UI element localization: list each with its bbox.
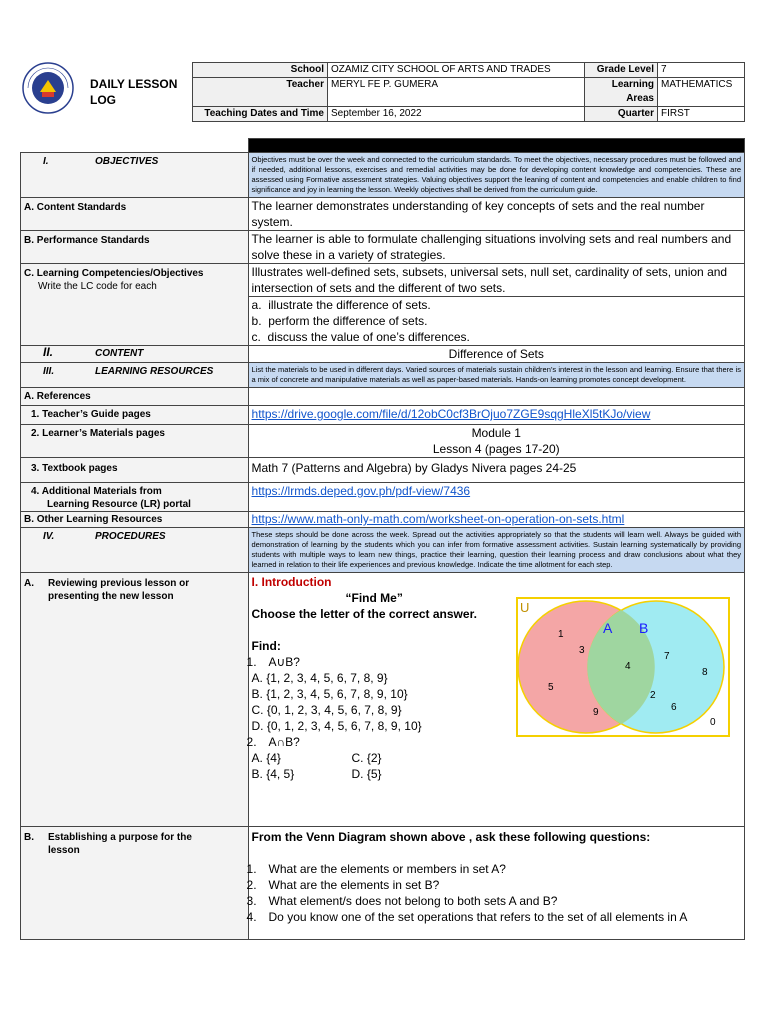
additional-materials-link[interactable]: https://lrmds.deped.gov.ph/pdf-view/7436 bbox=[251, 484, 471, 498]
objectives-row bbox=[21, 153, 745, 198]
choice: C. {0, 1, 2, 3, 4, 5, 6, 7, 8, 9} bbox=[251, 703, 402, 717]
objectives-num: I. bbox=[43, 156, 49, 167]
title-line-1: DAILY LESSON bbox=[90, 77, 178, 91]
additional-materials-cell bbox=[248, 483, 744, 512]
introduction-heading: I. Introduction bbox=[251, 575, 332, 589]
lesson-log-table bbox=[20, 138, 745, 940]
review-label bbox=[24, 577, 245, 603]
resources-description: List the materials to be used in different days. Varied sources of materials sustain children’s interest in the lesson and learning. Ensure that there is a mix of concrete and manipulative materials as well as paper-based materials. Hands-on learning promotes concept development. bbox=[248, 363, 744, 388]
purpose-question bbox=[247, 861, 741, 877]
other-resources-row bbox=[21, 512, 745, 528]
performance-standards-row bbox=[21, 231, 745, 264]
label-b: B bbox=[638, 620, 648, 636]
content-num: II. bbox=[43, 345, 54, 359]
element-2: 2 bbox=[649, 690, 656, 701]
purpose-label-text bbox=[48, 831, 192, 857]
question-text: What are the elements or members in set A? bbox=[268, 862, 506, 876]
teachers-guide-link[interactable]: https://drive.google.com/file/d/12obC0cf3BrOjuo7ZGE9sqgHleXl5tKJo/view bbox=[251, 407, 651, 421]
other-resources-label: B. Other Learning Resources bbox=[21, 512, 249, 528]
label-a: A bbox=[602, 620, 612, 636]
top-bar-black bbox=[248, 139, 744, 153]
label-u: U bbox=[519, 600, 529, 615]
teachers-guide-cell bbox=[248, 406, 744, 425]
performance-standards-value: The learner is able to formulate challenging situations involving sets and real numbers and solve these in a variety of strategies. bbox=[248, 231, 744, 264]
question-text: A∩B? bbox=[268, 735, 300, 749]
header-row-dates bbox=[193, 107, 745, 122]
item-text: illustrate the difference of sets. bbox=[268, 298, 431, 312]
purpose-question bbox=[247, 877, 741, 893]
purpose-label-cell bbox=[21, 827, 249, 940]
choice: A. {4} bbox=[251, 751, 281, 765]
textbook-value: Math 7 (Patterns and Algebra) by Gladys Nivera pages 24-25 bbox=[248, 458, 744, 483]
procedures-row bbox=[21, 528, 745, 573]
review-content bbox=[248, 573, 744, 827]
learners-materials-cell bbox=[248, 425, 744, 458]
choice-row bbox=[252, 750, 741, 766]
learning-areas-value: MATHEMATICS bbox=[658, 78, 745, 107]
teacher-label: Teacher bbox=[193, 78, 328, 107]
instruction-text: Choose the letter of the correct answer. bbox=[251, 607, 477, 621]
competencies-label-cell bbox=[21, 264, 249, 346]
resources-row bbox=[21, 363, 745, 388]
additional-materials-row bbox=[21, 483, 745, 512]
additional-materials-label-cell bbox=[21, 483, 249, 512]
element-3: 3 bbox=[578, 645, 585, 656]
question-text: A∪B? bbox=[268, 655, 300, 669]
header-info-table bbox=[192, 62, 745, 122]
content-standards-row bbox=[21, 198, 745, 231]
references-row bbox=[21, 388, 745, 406]
procedures-label: PROCEDURES bbox=[95, 531, 166, 542]
other-resources-link[interactable]: https://www.math-only-math.com/worksheet-on-operation-on-sets.html bbox=[251, 512, 625, 526]
choice: C. {2} bbox=[351, 751, 382, 765]
element-0: 0 bbox=[709, 717, 716, 728]
purpose-content bbox=[248, 827, 744, 940]
list-item bbox=[252, 297, 741, 313]
question-number: 4. bbox=[246, 910, 257, 924]
question-number: 1. bbox=[246, 862, 257, 876]
purpose-label-line-2: lesson bbox=[48, 845, 80, 856]
list-item bbox=[252, 313, 741, 329]
review-label-line-2: presenting the new lesson bbox=[48, 591, 174, 602]
choice: B. {4, 5} bbox=[251, 767, 295, 781]
question-number: 1. bbox=[246, 655, 257, 669]
document-title bbox=[90, 76, 190, 108]
learning-areas-label: Learning Areas bbox=[585, 78, 658, 107]
teaching-dates-value: September 16, 2022 bbox=[328, 107, 585, 122]
review-mark: A. bbox=[24, 578, 34, 589]
purpose-question bbox=[247, 893, 741, 909]
element-8: 8 bbox=[701, 667, 708, 678]
learners-materials-line-1: Module 1 bbox=[471, 426, 521, 440]
quarter-value: FIRST bbox=[658, 107, 745, 122]
purpose-lead: From the Venn Diagram shown above , ask these following questions: bbox=[251, 830, 651, 844]
additional-materials-label-1: 4. Additional Materials from bbox=[31, 486, 162, 497]
resources-num: III. bbox=[43, 366, 55, 377]
purpose-row bbox=[21, 827, 745, 940]
header-row-school bbox=[193, 63, 745, 78]
teachers-guide-row bbox=[21, 406, 745, 425]
purpose-label-line-1: Establishing a purpose for the bbox=[48, 832, 192, 843]
item-text: perform the difference of sets. bbox=[268, 314, 428, 328]
question-text: What are the elements in set B? bbox=[268, 878, 440, 892]
content-heading bbox=[21, 346, 249, 363]
procedures-description: These steps should be done across the week. Spread out the activities appropriately so that the students will learn well. Always be guided with demonstration of learning by the students which you can infer from formative assessment activities. Sustain learning systematically by providing students with multiple ways to learn new things, practice their learning, question their learning process and draw conclusions about what they learned in relation to their life experiences and previous knowledge. Indicate the time allotment for each step. bbox=[248, 528, 744, 573]
element-7: 7 bbox=[663, 651, 670, 662]
element-5: 5 bbox=[547, 682, 554, 693]
school-value: OZAMIZ CITY SCHOOL OF ARTS AND TRADES bbox=[328, 63, 585, 78]
content-row bbox=[21, 346, 745, 363]
choice-row bbox=[252, 766, 741, 782]
item-text: discuss the value of one’s differences. bbox=[267, 330, 470, 344]
purpose-label bbox=[24, 831, 245, 857]
question-number: 2. bbox=[246, 878, 257, 892]
teacher-value: MERYL FE P. GUMERA bbox=[328, 78, 585, 107]
question-number: 3. bbox=[246, 894, 257, 908]
choice: D. {0, 1, 2, 3, 4, 5, 6, 7, 8, 9, 10} bbox=[251, 719, 422, 733]
content-label: CONTENT bbox=[95, 348, 144, 359]
find-label: Find: bbox=[251, 639, 281, 653]
resources-heading bbox=[21, 363, 249, 388]
review-label-cell bbox=[21, 573, 249, 827]
other-resources-cell bbox=[248, 512, 744, 528]
item-mark: b. bbox=[251, 314, 262, 328]
content-standards-value: The learner demonstrates understanding of key concepts of sets and the real number system. bbox=[248, 198, 744, 231]
content-standards-label: A. Content Standards bbox=[21, 198, 249, 231]
list-item bbox=[252, 329, 741, 345]
grade-level-label: Grade Level bbox=[585, 63, 658, 78]
content-value: Difference of Sets bbox=[248, 346, 744, 363]
procedures-num: IV. bbox=[43, 531, 55, 542]
objectives-heading bbox=[21, 153, 249, 198]
choice: B. {1, 2, 3, 4, 5, 6, 7, 8, 9, 10} bbox=[251, 687, 408, 701]
learners-materials-line-2: Lesson 4 (pages 17-20) bbox=[432, 442, 560, 456]
choice: D. {5} bbox=[351, 767, 382, 781]
purpose-question bbox=[247, 909, 741, 925]
teaching-dates-label: Teaching Dates and Time bbox=[193, 107, 328, 122]
review-label-text bbox=[48, 577, 189, 603]
learners-materials-row bbox=[21, 425, 745, 458]
procedures-heading bbox=[21, 528, 249, 573]
review-row bbox=[21, 573, 745, 827]
school-label: School bbox=[193, 63, 328, 78]
question-number: 2. bbox=[246, 735, 257, 749]
question-text: What element/s does not belong to both sets A and B? bbox=[268, 894, 558, 908]
venn-diagram bbox=[516, 597, 730, 737]
element-1: 1 bbox=[557, 629, 564, 640]
competencies-items bbox=[248, 297, 744, 346]
header-row-teacher bbox=[193, 78, 745, 107]
deped-seal-logo bbox=[22, 62, 74, 114]
element-9: 9 bbox=[592, 707, 599, 718]
references-empty bbox=[248, 388, 744, 406]
top-bar-spacer bbox=[21, 139, 249, 153]
competencies-value: Illustrates well-defined sets, subsets, universal sets, null set, cardinality of sets, union and intersection of sets and the different of two sets. bbox=[248, 264, 744, 297]
quarter-label: Quarter bbox=[585, 107, 658, 122]
activity-title: “Find Me” bbox=[345, 591, 403, 605]
learners-materials-label: 2. Learner’s Materials pages bbox=[21, 425, 249, 458]
purpose-mark: B. bbox=[24, 832, 34, 843]
references-label: A. References bbox=[21, 388, 249, 406]
grade-level-value: 7 bbox=[658, 63, 745, 78]
objectives-label: OBJECTIVES bbox=[95, 156, 159, 167]
item-mark: a. bbox=[251, 298, 262, 312]
item-mark: c. bbox=[251, 330, 261, 344]
competencies-sublabel: Write the LC code for each bbox=[38, 281, 157, 292]
title-line-2: LOG bbox=[90, 93, 116, 107]
teachers-guide-label: 1. Teacher’s Guide pages bbox=[21, 406, 249, 425]
element-6: 6 bbox=[670, 702, 677, 713]
additional-materials-label-2: Learning Resource (LR) portal bbox=[47, 499, 191, 510]
table-top-bar bbox=[21, 139, 745, 153]
performance-standards-label: B. Performance Standards bbox=[21, 231, 249, 264]
choice: A. {1, 2, 3, 4, 5, 6, 7, 8, 9} bbox=[251, 671, 388, 685]
review-label-line-1: Reviewing previous lesson or bbox=[48, 578, 190, 589]
resources-label: LEARNING RESOURCES bbox=[95, 366, 214, 377]
element-4: 4 bbox=[624, 661, 631, 672]
textbook-row bbox=[21, 458, 745, 483]
question-text: Do you know one of the set operations that refers to the set of all elements in A bbox=[268, 910, 688, 924]
competencies-label: C. Learning Competencies/Objectives bbox=[24, 268, 204, 279]
textbook-label: 3. Textbook pages bbox=[21, 458, 249, 483]
objectives-description: Objectives must be over the week and connected to the curriculum standards. To meet the objectives, necessary procedures must be followed and if needed, additional lessons, exercises and remedial activities may be done for developing content knowledge and competencies. These are assessed using Formative assessment strategies. Valuing objectives support the leaning of content and competencies and enable children to find significance and joy in learning the lesson. Weekly objectives shall be derived from the curriculum guide. bbox=[248, 153, 744, 198]
competencies-row bbox=[21, 264, 745, 297]
